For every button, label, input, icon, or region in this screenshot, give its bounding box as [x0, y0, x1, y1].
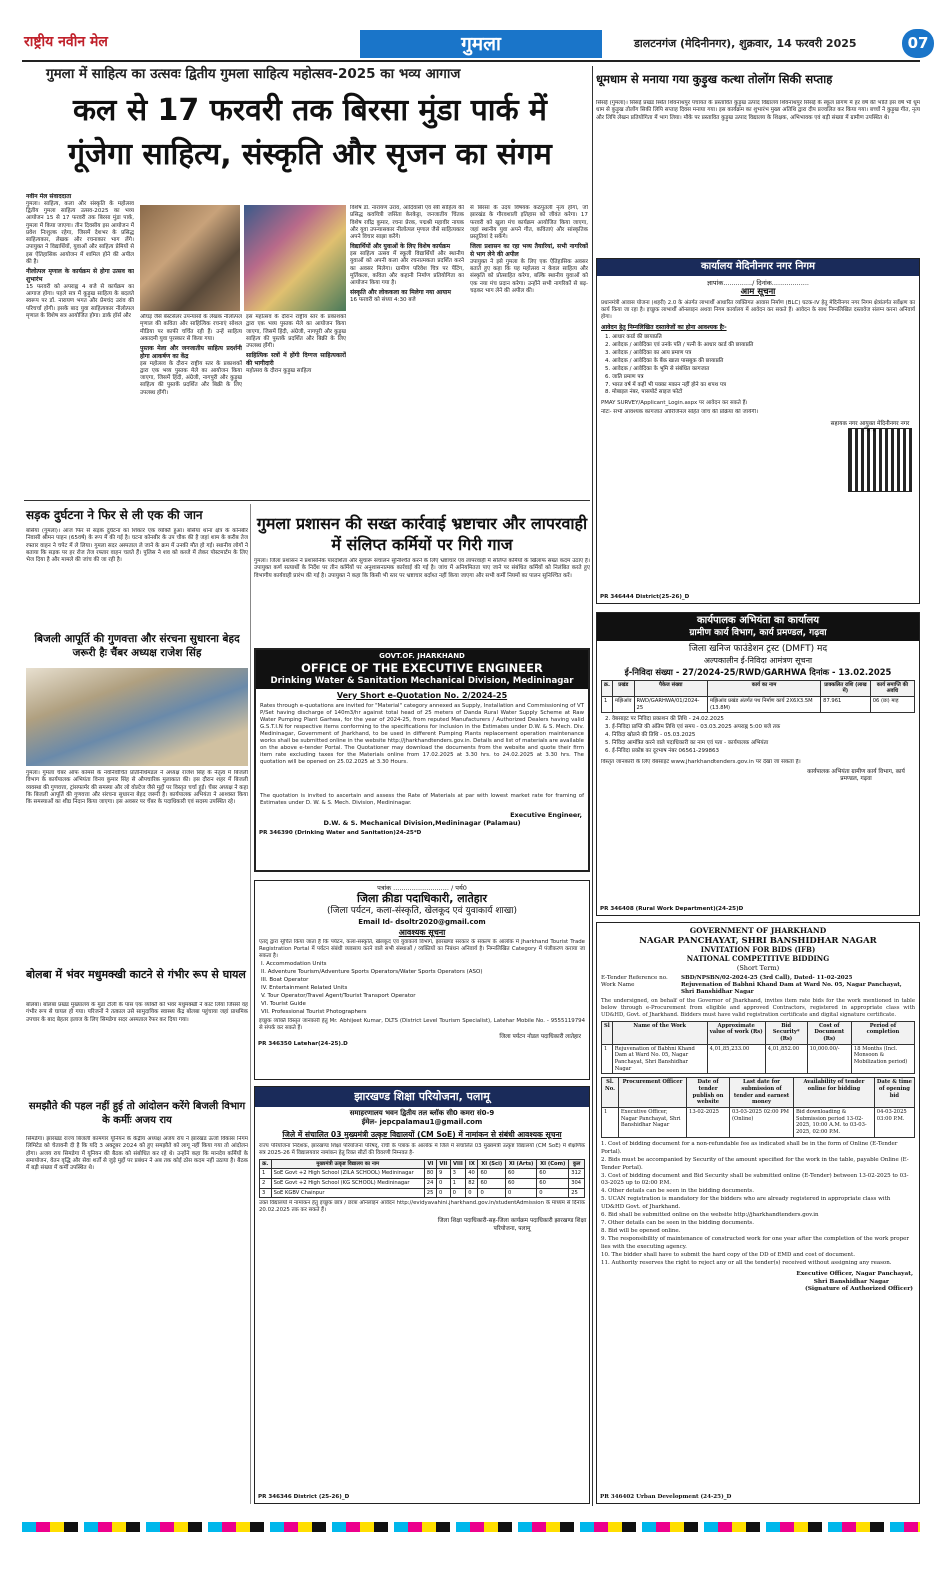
ad-bansidhar-sign2: Shri Banshidhar Nagar — [813, 1278, 889, 1285]
lead-col3c-text: 16 फरवरी को संध्या 4:30 बजे — [350, 297, 416, 304]
registration-bar — [22, 1522, 920, 1532]
ad-latehar-sign: जिला पर्यटन नोडल पदाधिकारी लातेहार — [499, 1033, 581, 1040]
ad-dwsd-sign2: D.W. & S. Mechanical Division,Medininagar (Palamau) — [323, 819, 521, 828]
ad-garhwa-sub2: अल्पकालीन ई-निविदा आमंत्रण सूचना — [703, 655, 813, 665]
table-header-cell: Last date for submission of tender and earnest money — [730, 1078, 794, 1108]
page-number: 07 — [902, 29, 934, 58]
ad-latehar-email: Email Id- dsoltr2020@gmail.com — [358, 917, 486, 926]
ad-garhwa-table — [601, 680, 915, 714]
ad-medininagar-doc-item: 4. आवेदक / आवेदिका के बैंक खाता पासबुक की छायाप्रति — [605, 357, 724, 364]
ad-education-pr: PR 346346 District (25-26)_D — [258, 1493, 350, 1500]
table-cell: 1 — [602, 1044, 613, 1074]
table-cell: 60 — [478, 1179, 506, 1189]
qr-code — [849, 429, 911, 491]
table-header-cell: XI (Arts) — [506, 1159, 537, 1169]
lead-col3-sub2: संस्कृति और लोककला का मिलेगा नया आयाम — [350, 289, 451, 297]
lead-photo-1 — [140, 205, 240, 311]
ad-bansidhar-table1-wrap — [597, 1021, 919, 1075]
table-cell: 60 — [537, 1179, 569, 1189]
table-cell: 4,01,85,233.00 — [707, 1044, 765, 1074]
lead-headline-1: कल से 17 फरवरी तक बिरसा मुंडा पार्क में — [73, 93, 547, 128]
section-label: गुमला — [360, 30, 602, 58]
lead-col1-sub: नीलोत्पल मृणाल के कार्यक्रम से होगा उत्सव का शुभारंभ — [26, 268, 134, 283]
ad-dwsd — [254, 648, 590, 872]
table-cell: 13-02-2025 — [687, 1108, 730, 1138]
bee-body: बोलबा। बोलबा प्रखंड मुख्यालय के मुंडा टोली के पास एक व्यक्ति को भंवर मधुमक्खी ने काट लिया जिससे वह गंभीर रूप से घायल हो गया। परिजनों ने तत्काल उसे सामुदायिक स्वास्थ्य केंद्र बोलबा पहुंचाया जहां प्राथमिक उपचार के बाद बेहतर इलाज के लिए सिमडेगा सदर अस्पताल रेफर कर दिया गया। — [26, 1002, 248, 1023]
ad-bansidhar-table2 — [601, 1077, 915, 1137]
ad-bansidhar-office: NAGAR PANCHAYAT, SHRI BANSHIDHAR NAGAR — [639, 935, 877, 946]
lead-col3-sub: विद्यार्थियों और युवाओं के लिए विशेष कार्यक्रम — [350, 243, 451, 251]
ad-garhwa-point: 6. ई-निविदा प्रकोष्ठ का दूरभाष नंबर 06561-299863 — [605, 748, 719, 755]
table-cell: 3 — [260, 1188, 272, 1198]
ad-education-address: समाहरणालय भवन द्वितीय तल ब्लॉक सी0 कमरा सं0-9 — [349, 1109, 495, 1118]
lead-col2b-text: इस महोत्सव के दौरान राष्ट्रीय स्तर के प्रकाशकों द्वारा एक भव्य पुस्तक मेले का आयोजन किया जाएगा, जिसमें हिंदी, अंग्रेजी, नागपुरी और कुड़ुख साहित्य की पुस्तकें प्रदर्शित और बिक्री के लिए उपलब्ध होंगी। — [140, 360, 242, 396]
power-photo — [26, 668, 248, 766]
table-cell: 25 — [569, 1188, 585, 1198]
table-cell: 1 — [260, 1169, 272, 1179]
ad-latehar-list — [255, 960, 589, 1018]
ad-latehar-ref: पत्रांक ........................... / पर्य0 — [377, 884, 467, 892]
ad-bansidhar-invite: INVITATION FOR BIDS (IFB) — [700, 945, 816, 955]
table-row — [260, 1188, 585, 1198]
ad-garhwa-point: 5. निविदा आमंत्रित करने वाले पदाधिकारी का नाम एवं पता - कार्यपालक अभियंता — [605, 740, 769, 747]
table-cell: 0 — [437, 1188, 451, 1198]
table-cell: 1 — [602, 697, 613, 713]
table-cell: 1 — [602, 1108, 619, 1138]
ad-dwsd-body2: The quotation is invited to ascertain and assess the Rate of Materials at par with lowest market rate for framing of Estimates under D. W. & S. Mech. Division, Medininagar. — [260, 792, 584, 806]
ad-bansidhar-note: 4. Other details can be seen in the bidding documents. — [601, 1188, 754, 1195]
table-header-cell: VIII — [450, 1159, 466, 1169]
ad-medininagar-docs-heading: आवेदन हेतु निम्नलिखित दस्तावेजों का होना आवश्यक हैः- — [601, 324, 727, 332]
ad-bansidhar-note: 6. Bid shall be submitted online on the website http://jharkhandtenders.gov.in — [601, 1212, 819, 1219]
ad-latehar — [254, 880, 590, 1080]
ad-bansidhar — [596, 922, 920, 1504]
ad-medininagar-ref: ज्ञापांक............../ दिनांक.................. — [706, 278, 809, 287]
kurukh-body: सिसई (गुमला)। सिसई प्रखंड स्थित शिवनाथपुर पंचायत के प्रस्तावित कुड़ुख उत्पाद विद्यालय शिवनाथपुर सिसई के स्कूल प्रांगण में हर वर्ष की भांति इस वर्ष भी धूम धाम से कुड़ुख तोलोंग सिकी लिपि सप्ताह दिवस मनाया गया। इस कार्यक्रम का शुभारंभ मुख्य अतिथि द्वारा दीप प्रज्वलित कर किया गया। बच्चों ने कुड़ुख गीत, नृत्य और लिपि लेखन प्रतियोगिता में भाग लिया। मौके पर प्रस्तावित कुड़ुख उत्पाद विद्यालय के शिक्षक, अभिभावक एवं बड़ी संख्या में ग्रामीण उपस्थित थे। — [596, 100, 920, 121]
ad-medininagar-doc-item: 1. आधार कार्ड की छायाप्रति — [605, 333, 662, 340]
table-cell: 304 — [569, 1179, 585, 1189]
ad-bansidhar-work-row — [597, 982, 919, 996]
paper-logo: राष्ट्रीय नवीन मेल — [24, 34, 108, 50]
bee-headline: बोलबा में भंवर मधुमक्खी काटने से गंभीर रूप से घायल — [26, 968, 246, 981]
table-header-cell: Sl — [602, 1021, 613, 1044]
section-divider — [24, 500, 590, 501]
table-header-cell: प्राक्कलित राशि (लाख में) — [821, 680, 871, 696]
ad-bansidhar-note: 1. Cost of bidding document for a non-refundable fee as indicated shall be in the form of Online (E-Tender Portal). — [601, 1140, 898, 1155]
ad-garhwa — [596, 612, 920, 916]
table-header-cell: Date of tender publish on website — [687, 1078, 730, 1108]
ad-medininagar-doc-item: 8. मोबाइल नंबर, पासपोर्ट साइज फोटो — [605, 389, 683, 396]
table-cell: 80 — [424, 1169, 436, 1179]
lead-col4b-text: उपायुक्त ने इसे गुमला के लिए एक ऐतिहासिक अवसर बताते हुए कहा कि यह महोत्सव न केवल साहित्य और संस्कृति को प्रोत्साहित करेगा, बल्कि स्थानीय युवाओं को एक नया मंच प्रदान करेगा। उन्होंने सभी नागरिकों से बढ़-चढ़कर भाग लेने की अपील की। — [470, 258, 588, 294]
ad-bansidhar-ref-label: E-Tender Reference no. — [601, 974, 668, 981]
ad-medininagar-sign: सहायक नगर आयुक्त मेदिनीनगर नगर — [830, 420, 910, 427]
table-header-cell: क्र. — [260, 1159, 272, 1169]
table-cell: 18 Months (Incl. Monsoon & Mobilization period) — [851, 1044, 914, 1074]
ad-medininagar-doc-item: 5. आवेदक / आवेदिका के भूमि से संबंधित कागजात — [605, 365, 710, 372]
ad-bansidhar-note: 3. Cost of bidding document and Bid Security shall be submitted online (E-Tender) between 13-02-2025 to 03-03-2025 up to 02:00 P.M. — [601, 1172, 909, 1187]
table-cell: 0 — [478, 1188, 506, 1198]
table-header-cell: Availability of tender online for bidding — [793, 1078, 874, 1108]
accident-body: बसिया (गुमला)। आज फिर से सड़क दुर्घटना का शिकार एक व्यक्ति हुआ। बसिया थाना क्षेत्र के कोनबीर निवासी श्रीमन पाहन (65वर्ष) के रूप में की गई है। घटना कोनबीर के उप चौक की है जहां शाम के करीब तेज रफ्तार वाहन ने चपेट में ले लिया। गुमला सदर अस्पताल ले जाने के क्रम में उनकी मौत हो गई। स्थानीय लोगों ने बताया कि सड़क पर हर रोज तेज रफ्तार वाहन चलते हैं। पुलिस ने शव को कब्जे में लेकर पोस्टमार्टम के लिए भेज दिया है और मामले की जांच की जा रही है। — [26, 528, 248, 564]
ad-education-body: राज्य परियोजना निदेशक, झारखण्ड शिक्षा परियोजना परिषद्, रांची के पत्रांक के आलोक में जिले में संचालित 03 मुख्यमंत्री उत्कृष्ट विद्यालयों (CM SoE) में शैक्षणिक सत्र 2025-26 में विद्यालयवार नामांकन हेतु रिक्त सीटों की विवरणी निम्नवत है- — [259, 1142, 585, 1156]
ad-bansidhar-notes — [597, 1141, 919, 1269]
ad-bansidhar-table1 — [601, 1021, 915, 1075]
ad-dwsd-header — [256, 650, 588, 689]
table-cell: 3 — [450, 1169, 466, 1179]
ad-latehar-notice: आवश्यक सूचना — [398, 927, 446, 937]
table-header-cell: प्रखंड — [612, 680, 634, 696]
table-cell: 0 — [506, 1188, 537, 1198]
lead-col1-text: गुमला। साहित्य, कला और संस्कृति के महोत्सव द्वितीय गुमला साहित्य उत्सव-2025 का भव्य आयोजन 15 से 17 फरवरी तक बिरसा मुंडा पार्क, गुमला में किया जाएगा। तीन दिवसीय इस आयोजन में प्रवेश निःशुल्क रहेगा, जिसमें देशभर के प्रसिद्ध साहित्यकार, लेखक और रचनाकार भाग लेंगे। उपायुक्त ने विद्यार्थियों, युवाओं और साहित्य प्रेमियों से इस ऐतिहासिक आयोजन में शामिल होने की अपील की है। — [26, 200, 134, 265]
ad-dwsd-govt: GOVT.OF. JHARKHAND — [379, 652, 465, 660]
ad-garhwa-tender: ई-निविदा संख्या - 27/2024-25/RWD/GARHWA दिनांक - 13.02.2025 — [624, 667, 892, 678]
ad-garhwa-title2: ग्रामीण कार्य विभाग, कार्य प्रमण्डल, गढ़वा — [689, 627, 827, 638]
ad-medininagar-doc-item: 2. आवेदक / आवेदिका एवं उनके पति / पत्नी के आधार कार्ड की छायाप्रति — [605, 341, 754, 348]
table-header-cell: Approximate value of work (Rs) — [707, 1021, 765, 1044]
ad-latehar-category: V. Tour Operator/Travel Agent/Tourist Transport Operator — [261, 993, 416, 1000]
ad-latehar-category: VI. Tourist Guide — [261, 1000, 306, 1007]
ad-bansidhar-note: 8. Bid will be opened online. — [601, 1228, 681, 1235]
table-cell: 10,000.00/- — [807, 1044, 851, 1074]
ad-bansidhar-ref-row — [597, 975, 919, 982]
ad-garhwa-point: 3. ई-निविदा प्राप्ति की अंतिम तिथि एवं समय - 03.03.2025 अपराह्न 5:00 बजे तक — [605, 724, 781, 731]
table-header-cell: कार्य समाप्ति की अवधि — [870, 680, 914, 696]
lead-col2c-text: इस महोत्सव के दौरान राष्ट्रीय स्तर के प्रकाशकों द्वारा एक भव्य पुस्तक मेले का आयोजन किया जाएगा, जिसमें हिंदी, अंग्रेजी, नागपुरी और कुड़ुख साहित्य की पुस्तकें प्रदर्शित और बिक्री के लिए उपलब्ध होंगी। — [246, 314, 346, 350]
ad-medininagar-title: कार्यालय मेदिनीनगर नगर निगम — [597, 259, 919, 276]
ad-garhwa-footer: विस्तृत जानकारी के लिए वेबसाइट www.jharkhandtenders.gov.in पर देखा जा सकता है। — [601, 759, 801, 766]
ad-education — [254, 1086, 590, 1504]
ad-medininagar-doc-item: 7. भारत वर्ष में कहीं भी पक्का मकान नहीं होने का शपथ पत्र — [605, 381, 727, 388]
ad-latehar-category: VII. Professional Tourist Photographers — [261, 1008, 367, 1015]
table-cell: 2 — [260, 1179, 272, 1189]
table-cell: 0 — [537, 1188, 569, 1198]
table-cell: 60 — [478, 1169, 506, 1179]
lead-col-3 — [350, 205, 464, 491]
table-header-cell: XI (Sci) — [478, 1159, 506, 1169]
table-cell: Rejuvenation of Babhni Khand Dam at Ward No. 05, Nagar Panchayat, Shri Banshidhar Nagar — [612, 1044, 707, 1074]
ad-education-title: झारखण्ड शिक्षा परियोजना, पलामू — [255, 1087, 589, 1107]
masthead — [22, 28, 929, 62]
lead-col-4 — [470, 205, 588, 491]
ad-dwsd-office: OFFICE OF THE EXECUTIVE ENGINEER — [301, 660, 543, 675]
table-header-cell: Period of completion — [851, 1021, 914, 1044]
ad-education-email: ईमेल- jepcpalamau1@gmail.com — [361, 1118, 483, 1127]
ad-garhwa-point: 4. निविदा खोलने की तिथि - 05.03.2025 — [605, 732, 696, 739]
table-cell: 87.961 — [821, 697, 871, 713]
ad-bansidhar-note: 5. UCAN registration is mandatory for the bidders who are already registered in appropriate class with UD&HD Govt. of Jharkhand. — [601, 1196, 891, 1211]
lead-col3b-text: इस साहित्य उत्सव में स्कूली विद्यार्थियों और स्थानीय युवाओं को अपनी कला और रचनात्मकता प्रदर्शित करने का अवसर मिलेगा। ग्रामीण परिवेश चित्र पर पेंटिंग, मूर्तिकला, कविता और कहानी निर्माण प्रतियोगिता का आयोजन किया गया है। — [350, 251, 464, 287]
table-header-cell: Cost of Document (Rs) — [807, 1021, 851, 1044]
table-cell: 0 — [466, 1188, 478, 1198]
ad-latehar-title: जिला क्रीडा पदाधिकारी, लातेहार — [357, 892, 487, 906]
table-cell: 312 — [569, 1169, 585, 1179]
table-cell: 0 — [437, 1179, 451, 1189]
power-headline: बिजली आपूर्ति की गुणवत्ता और संरचना सुधारना बेहद जरूरी हैः चैंबर अध्यक्ष राजेश सिंह — [34, 633, 240, 660]
lead-headline-2: गूंजेगा साहित्य, संस्कृति और सृजन का संगम — [68, 137, 552, 172]
corruption-headline: गुमला प्रशासन की सख्त कार्रवाई भ्रष्टाचार और लापरवाही में संलिप्त कर्मियों पर गिरी गाज — [256, 514, 588, 554]
strike-headline: समझौते की पहल नहीं हुई तो आंदोलन करेंगे बिजली विभाग के कर्मीः अजय राय — [28, 1101, 246, 1126]
table-cell: 1 — [450, 1179, 466, 1189]
ad-latehar-category: I. Accommodation Units — [261, 961, 327, 968]
table-cell: SoE Govt +2 High School (ZILA SCHOOL) Medininagar — [271, 1169, 424, 1179]
table-cell: 82 — [466, 1179, 478, 1189]
ad-latehar-body2: इच्छुक व्यक्ति विस्तृत जानकारी हेतु Mr. Abhijeet Kumar, DLTS (District Level Tourism Specialist), Latehar Mobile No. - 9555119794 से संपर्क कर सकते हैं। — [259, 1017, 585, 1031]
ad-garhwa-header — [597, 613, 919, 641]
table-header-cell: Name of the Work — [612, 1021, 707, 1044]
ad-bansidhar-note: 7. Other details can be seen in the bidding documents. — [601, 1220, 754, 1227]
table-cell: 04-03-2025 03:00 P.M. — [874, 1108, 914, 1138]
lead-col1b-text: 15 फरवरी को अपराह्न 4 बजे से कार्यक्रम का आगाज होगा। पहले सत्र में कुड़ुख साहित्य के बदलते स्वरूप पर डॉ. नारायण भगत और प्रेमचंद उरांव की परिचर्चा होगी। इसके बाद युवा साहित्यकार नीलोत्पल मृणाल के विशेष सत्र आयोजित होगा। डार्क हॉर्स और — [26, 283, 134, 319]
ad-bansidhar-table2-wrap — [597, 1074, 919, 1140]
table-cell: मझिआंव — [612, 697, 634, 713]
ad-garhwa-sign: कार्यपालक अभियंता ग्रामीण कार्य विभाग, कार्य प्रमण्डल, गढ़वा — [807, 768, 905, 782]
table-cell: 60 — [506, 1169, 537, 1179]
table-header-cell: Sl. No. — [602, 1078, 619, 1108]
ad-bansidhar-govt: GOVERNMENT OF JHARKHAND — [689, 926, 827, 935]
strike-body: सिमडेगा। झारखंड राज्य बिजली कामगार यूनियन के केंद्रीय अध्यक्ष अजय राय ने झारखंड ऊर्जा विकास निगम लिमिटेड को चेतावनी दी है कि यदि 3 अक्टूबर 2024 को हुए समझौते को लागू नहीं किया गया तो आंदोलन होगा। अजय राय सिमडेगा में यूनियन की बैठक को संबोधित कर रहे थे। उन्होंने कहा कि मानदेय कर्मियों के समायोजन, वेतन वृद्धि और सेवा शर्तों से जुड़े मुद्दों पर प्रबंधन ने अब तक कोई ठोस कदम नहीं उठाया है। बैठक में बड़ी संख्या में कर्मी उपस्थित थे। — [26, 1136, 248, 1172]
table-header-cell: VII — [437, 1159, 451, 1169]
dateline: नवीन मेल संवाददाता — [26, 193, 72, 200]
ad-latehar-category: III. Boat Operator — [261, 977, 309, 984]
ad-medininagar-doc-item: 6. जाति प्रमाण पत्र — [605, 373, 644, 380]
ad-bansidhar-pr: PR 346402 Urban Development (24-25)_D — [600, 1493, 732, 1500]
lead-col2d-text: महोत्सव के दौरान कुड़ुख साहित्य — [246, 367, 312, 374]
ad-latehar-body: एतद् द्वारा सूचित किया जाता है कि पर्यटन, कला-संस्कृति, खेलकूद एवं युवाकार्य विभाग, झारखण्ड सरकार के संकल्प के आलोक में Jharkhand Tourist Trade Registration Portal में पर्यटन संबंधी व्यवसाय करने वाले सभी संस्थाओं / व्यक्तियों का निबंधन अनिवार्य है। निम्नलिखित Category में पंजीकरण कराया जा सकता है। — [259, 939, 585, 960]
ad-medininagar-note: नोटः- सभी आवश्यक कागजात ऑरिजिनल सहित जाँच की प्रक्रिया की जायेगी। — [601, 409, 759, 416]
accident-headline: सड़क दुर्घटना ने फिर से ली एक की जान — [26, 508, 203, 522]
table-cell: 60 — [537, 1169, 569, 1179]
ad-medininagar-docs — [597, 333, 827, 399]
ad-education-notice: जिले में संचालित 03 मुख्यमंत्री उत्कृष्ट विद्यालयों (CM SoE) में नामांकन से संबंधी आवश्यक सूचना — [282, 1129, 562, 1139]
ad-medininagar — [596, 258, 920, 604]
table-cell: RWD/GARHWA/01/2024-25 — [634, 697, 707, 713]
table-cell: 25 — [424, 1188, 436, 1198]
table-header-cell: IX — [466, 1159, 478, 1169]
table-header-cell: पैकेज संख्या — [634, 680, 707, 696]
ad-garhwa-sub1: जिला खनिज फाउंडेशन ट्रस्ट (DMFT) मद — [688, 644, 828, 655]
ad-latehar-category: IV. Entertainment Related Units — [261, 985, 348, 992]
table-cell: मझिआंव प्रखंड अंतर्गत पथ निर्माण कार्य 2X6X3.5M (13.8M) — [707, 697, 820, 713]
ad-medininagar-link: PMAY SURVEY/Applicant_Login.aspx पर आवेदन कर सकते हैं। — [601, 400, 748, 407]
lead-col4-sub: जिला प्रशासन का रहा भव्य तैयारियां, सभी नागरिकों से भाग लेने की अपील — [470, 243, 588, 259]
table-header-cell: मुख्यमंत्री उत्कृष्ट विद्यालय का नाम — [271, 1159, 424, 1169]
table-row — [260, 1169, 585, 1179]
ad-dwsd-division: Drinking Water & Sanitation Mechanical Division, Medininagar — [270, 675, 574, 686]
place-date: डालटनगंज (मेदिनीनगर), शुक्रवार, 14 फरवरी 2025 — [634, 37, 857, 50]
table-cell: SoE Govt +2 High School (KG SCHOOL) Medininagar — [271, 1179, 424, 1189]
column-divider — [250, 504, 251, 1504]
power-body: गुमला। गुमला चेंबर ऑफ कॉमर्स के नवनिर्वाचित प्रतिनिधिमंडल ने अध्यक्ष राजेश सिंह के नेतृत्व में बिजली विभाग के कार्यपालक अभियंता विनय कुमार सिंह से औपचारिक मुलाकात की। इस दौरान शहर में बिजली व्यवस्था की गुणवत्ता, ट्रांसफार्मर की समस्या और लो वोल्टेज जैसे मुद्दों पर विस्तृत चर्चा हुई। चेंबर अध्यक्ष ने कहा कि बिजली आपूर्ति की गुणवत्ता और संरचना सुधारना बेहद जरूरी है। कार्यपालक अभियंता ने आश्वस्त किया कि समस्याओं का शीघ्र निदान किया जाएगा। इस अवसर पर चेंबर के पदाधिकारी एवं सदस्य उपस्थित रहे। — [26, 770, 248, 806]
ad-medininagar-notice: आम सूचना — [740, 287, 776, 298]
ad-garhwa-point: 2. वेबसाइट पर निविदा प्रकाशन की तिथि - 24.02.2025 — [605, 716, 724, 723]
table-header-cell: क्र. — [602, 680, 613, 696]
ad-dwsd-body: Rates through e-quotations are invited for "Material" category annexed as Supply, Installation and Commissioning of VT P/Set having discharge of 140m3/hr against total head of 25 meters of Danda Rural Water Supply Scheme at Raw Water Pumping Plant Garhwa, for the year of 2024-25, from reputed Manufacturers / Authorized Dealers having valid G.S.T.I.N for respective items conforming to the specifications for inclusion in the Estimates under D.W. & S. Mech. Div. Medininagar, Government of Jharkhand, to be used in different Pumping Plants replacement operation maintenance works shall be submitted online in the website http://jharkhandtenders.gov.in. Details and list of materials are available on the above e-tender Portal. The Quotationer may download the documents from the website and quote their firm item rate excluding taxes for the Materials online from 17.02.2025 at 3.30 hrs. to 24.02.2025 at 3.30 hrs. The quotation will be opened on 25.02.2025 at 3.30 Hours. — [260, 702, 584, 766]
table-cell: 06 (छः) माह — [870, 697, 914, 713]
table-cell: Bid downloading & Submission period 13-02-2025, 10:00 A.M. to 03-03-2025, 02:00 P.M. — [793, 1108, 874, 1138]
lead-col-2b — [246, 314, 346, 492]
ad-garhwa-points — [597, 713, 919, 759]
ad-bansidhar-note: 11. Authority reserves the right to reject any or all the tender(s) received without assigning any reason. — [601, 1260, 892, 1267]
table-row — [260, 1179, 585, 1189]
table-cell: 0 — [450, 1188, 466, 1198]
ad-latehar-pr: PR 346350 Latehar(24-25).D — [258, 1041, 348, 1048]
ad-bansidhar-note: 9. The responsibility of maintenance of constructed work for one year after the completion of the work proper lies with the executing agency. — [601, 1236, 909, 1251]
lead-kicker: गुमला में साहित्य का उत्सवः द्वितीय गुमला साहित्य महोत्सव-2025 का भव्य आगाज — [46, 66, 461, 82]
table-cell: 9 — [437, 1169, 451, 1179]
lead-col2-sub2: साहित्यिक सत्रों में होंगी दिग्गज साहित्यकारों की भागीदारी — [246, 352, 346, 368]
table-header-cell: Procurement Officer — [618, 1078, 686, 1108]
table-header-cell: Bid Security* (Rs) — [765, 1021, 807, 1044]
ad-dwsd-pr: PR 346390 (Drinking Water and Sanitation)24-25*D — [259, 829, 422, 836]
ad-bansidhar-ref-value: SBD/NPSBN/02-2024-25 (3rd Call), Dated- 11-02-2025 — [681, 974, 853, 981]
table-cell: 03-03-2025 02:00 PM (Online) — [730, 1108, 794, 1138]
ad-latehar-category: II. Adventure Tourism/Adventure Sports Operators/Water Sports Operators (ASO) — [261, 969, 483, 976]
lead-col2-sub: पुस्तक मेला और जनजातीय साहित्य प्रदर्शनी होगा आकर्षण का केंद्र — [140, 345, 242, 360]
ad-medininagar-pr: PR 346444 District(25-26)_D — [600, 593, 690, 600]
lead-col-1 — [26, 193, 134, 491]
table-cell: SoE KGBV Chainpur — [271, 1188, 424, 1198]
ad-bansidhar-sign3: (Signature of Authorized Officer) — [805, 1285, 913, 1292]
table-header-cell: VI — [424, 1159, 436, 1169]
ad-garhwa-title1: कार्यपालक अभियंता का कार्यालय — [696, 615, 820, 626]
ad-bansidhar-work-value: Rejuvenation of Babhni Khand Dam at Ward No. 05, Nagar Panchayat, Shri Banshidhar Nagar — [681, 981, 902, 995]
ad-bansidhar-ncb: NATIONAL COMPETITIVE BIDDING — [686, 954, 830, 964]
ad-bansidhar-work-label: Work Name — [601, 981, 635, 988]
column-divider — [592, 66, 593, 1506]
corruption-body: गुमला। जिला प्रशासन ने प्रशासनिक पारदर्शिता और सुचारू संचालन सुनिश्चित करने के लिए भ्रष्टाचार एवं लापरवाही में संलिप्त कर्मियों के खिलाफ सख्त कदम उठाए हैं। उपायुक्त कर्ण सत्यार्थी के निर्देश पर तीन कर्मियों पर अनुशासनात्मक कार्रवाई की गई है। जांच में अनियमितता पाए जाने पर संबंधित कर्मियों को निलंबित करते हुए विभागीय कार्यवाही प्रारंभ की गई है। उपायुक्त ने कहा कि किसी भी स्तर पर भ्रष्टाचार बर्दाश्त नहीं किया जाएगा और सभी कर्मी नियमों का पालन सुनिश्चित करें। — [254, 558, 590, 579]
lead-col4-text: से बिरसा के उदय विषयक कठपुतली नृत्य होगा, जो झारखंड के गौरवशाली इतिहास को जीवंत करेगा। 17 फरवरी को खुला मंच कार्यक्रम आयोजित किया जाएगा, जहां स्थानीय युवा अपने गीत, कविताएं और सांस्कृतिक प्रस्तुतियां दे सकेंगे। — [470, 205, 588, 241]
table-header-cell: Date & time of opening bid — [874, 1078, 914, 1108]
ad-education-sign: जिला शिक्षा पदाधिकारी-सह-जिला कार्यक्रम पदाधिकारी झारखण्ड शिक्षा परियोजना, पलामू — [437, 1218, 587, 1232]
kurukh-headline: धूमधाम से मनाया गया कुड़ुख कत्था तोलोंग सिकी सप्ताह — [596, 72, 833, 86]
lead-photo-caption: औघड़ जैसे बेस्टसेलर उपन्यासों के लेखक नीलोत्पल मृणाल की कविता और साहित्यिक रचनाएं सोशल मीडिया पर काफी चर्चित रही हैं। उन्हें साहित्य अकादमी युवा पुरस्कार से किया गया। — [140, 314, 242, 342]
ad-education-table-wrap — [255, 1157, 589, 1201]
ad-garhwa-table-wrap — [597, 680, 919, 714]
ad-bansidhar-short: (Short Term) — [736, 964, 780, 973]
ad-education-table — [259, 1159, 585, 1199]
table-header-cell: XI (Com) — [537, 1159, 569, 1169]
table-cell: 4,01,852.00 — [765, 1044, 807, 1074]
ad-education-body2: उक्त विद्यालयों में नामांकन हेतु इच्छुक छात्र / छात्रा ऑनलाइन आवेदन http://evidyavahini.jharkhand.gov.in/studentAdmission के माध्यम से दिनांक 20.02.2025 तक कर सकते हैं। — [259, 1200, 585, 1214]
lead-col-2 — [140, 314, 242, 492]
lead-col3-text: विशेष डॉ. नारायण उरांव, आदिवासी एवं स्त्री साहित्य की प्रसिद्ध कवयित्री जसिंता केरकेट्टा, जनजातीय चिंतक विशेष रवींद्र कुमार, रचना प्रेरक, पद्मश्री महावीर नायक और युवा उपन्यासकार नीलोत्पल मृणाल जैसे साहित्यकार अपने विचार साझा करेंगे। — [350, 205, 464, 241]
table-header-cell: कुल — [569, 1159, 585, 1169]
ad-medininagar-doc-item: 3. आवेदक / आवेदिका का आय प्रमाण पत्र — [605, 349, 692, 356]
table-cell: Executive Officer, Nagar Panchayat, Shri Banshidhar Nagar — [618, 1108, 686, 1138]
ad-bansidhar-body: The undersigned, on behalf of the Governor of Jharkhand, invites item rate bids for the work mentioned in table below through e-Procurement from eligible and approved Contractors, registered in appropriate class with UD&HD, Govt. of Jharkhand. Bidders must have valid registration certificate and digital signature certificate. — [601, 998, 915, 1018]
ad-garhwa-pr: PR 346408 (Rural Work Department)(24-25)D — [600, 905, 744, 912]
ad-bansidhar-sign1: Executive Officer, Nagar Panchayat, — [796, 1271, 913, 1278]
ad-dwsd-notice: Very Short e-Quotation No. 2/2024-25 — [336, 690, 508, 700]
table-cell: 40 — [466, 1169, 478, 1179]
lead-photo-2 — [244, 205, 346, 311]
ad-bansidhar-note: 10. The bidder shall have to submit the hard copy of the DD of EMD and cost of document. — [601, 1252, 855, 1259]
table-cell: 24 — [424, 1179, 436, 1189]
table-header-cell: कार्य का नाम — [707, 680, 820, 696]
ad-medininagar-body: प्रधानमंत्री आवास योजना (शहरी) 2.0 के अंतर्गत लाभार्थी आधारित व्यक्तिगत आवास निर्माण (BLC) घटक-IV हेतु मेदिनीनगर नगर निगम क्षेत्रांतर्गत सर्वेक्षण का कार्य किया जा रहा है। इच्छुक लाभार्थी ऑनलाइन अथवा निगम कार्यालय में आवेदन कर सकते हैं। आवेदन के साथ निम्नलिखित दस्तावेज संलग्न करना अनिवार्य होगा। — [601, 299, 915, 321]
ad-bansidhar-note: 2. Bids must be accompanied by Security of the amount specified for the work in the table, payable Online (E-Tender Portal). — [601, 1156, 909, 1171]
table-cell: 60 — [506, 1179, 537, 1189]
ad-dwsd-sign1: Executive Engineer, — [510, 810, 582, 819]
ad-latehar-subtitle: (जिला पर्यटन, कला-संस्कृति, खेलकूद एवं युवाकार्य शाखा) — [326, 906, 518, 917]
